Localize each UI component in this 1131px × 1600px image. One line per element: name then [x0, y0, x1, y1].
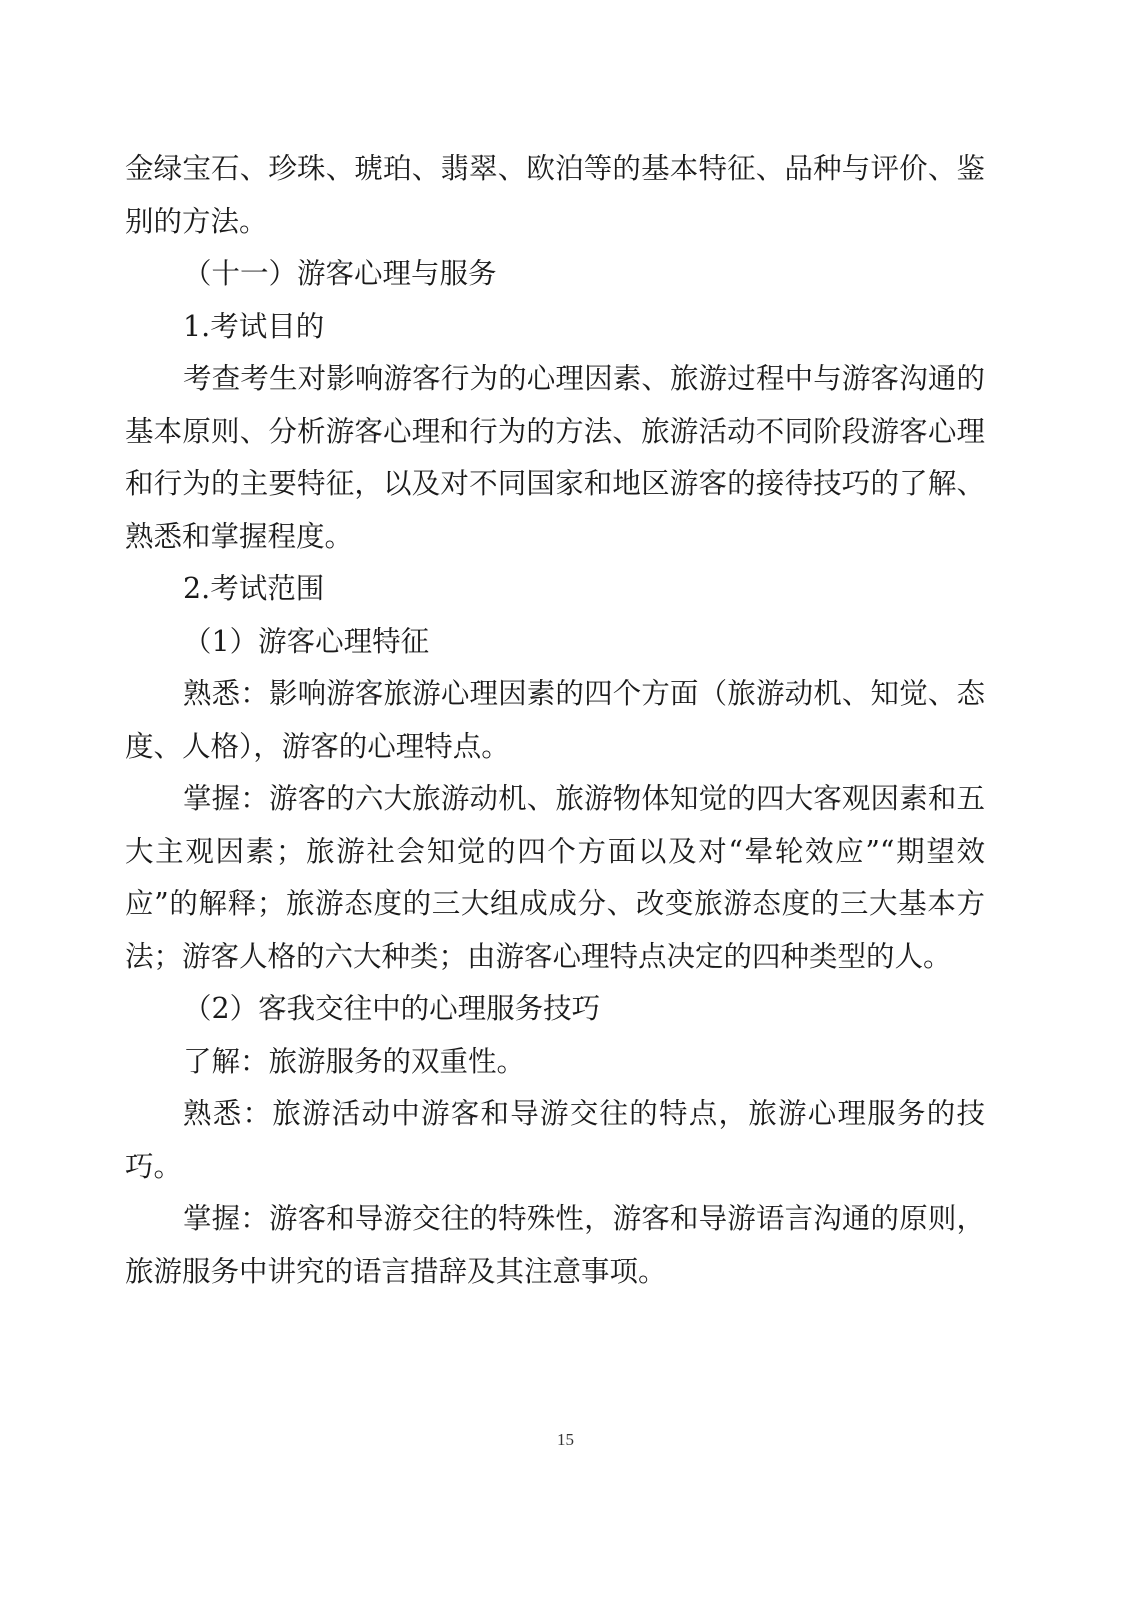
paragraph-familiar-interaction: 熟悉：旅游活动中游客和导游交往的特点，旅游心理服务的技巧。: [125, 1097, 985, 1183]
document-body: [125, 143, 985, 1298]
subheading-tourist-psych-features: （1）游客心理特征: [183, 624, 430, 658]
paragraph-master-communication: 掌握：游客和导游交往的特殊性，游客和导游语言沟通的原则，旅游服务中讲究的语言措辞及其注意事项。: [125, 1202, 985, 1288]
paragraph-master-motives: 掌握：游客的六大旅游动机、旅游物体知觉的四大客观因素和五大主观因素；旅游社会知觉的四个方面以及对“晕轮效应”“期望效应”的解释；旅游态度的三大组成成分、改变旅游态度的三大基本方法；游客人格的六大种类；由游客心理特点决定的四种类型的人。: [125, 782, 985, 973]
subheading-exam-purpose: 1.考试目的: [183, 309, 325, 343]
paragraph-gem-methods: 金绿宝石、珍珠、琥珀、翡翠、欧泊等的基本特征、品种与评价、鉴别的方法。: [125, 152, 985, 238]
paragraph-understand-duality: 了解：旅游服务的双重性。: [183, 1044, 526, 1078]
page-number: 15: [557, 1430, 574, 1449]
subheading-service-skills: （2）客我交往中的心理服务技巧: [183, 992, 601, 1025]
paragraph-familiar-factors: 熟悉：影响游客旅游心理因素的四个方面（旅游动机、知觉、态度、人格），游客的心理特点。: [125, 677, 985, 763]
section-heading-tourist-psychology: （十一）游客心理与服务: [183, 257, 497, 290]
paragraph-exam-purpose: 考查考生对影响游客行为的心理因素、旅游过程中与游客沟通的基本原则、分析游客心理和行为的方法、旅游活动不同阶段游客心理和行为的主要特征，以及对不同国家和地区游客的接待技巧的了解、熟悉和掌握程度。: [125, 362, 985, 553]
subheading-exam-scope: 2.考试范围: [183, 572, 325, 605]
